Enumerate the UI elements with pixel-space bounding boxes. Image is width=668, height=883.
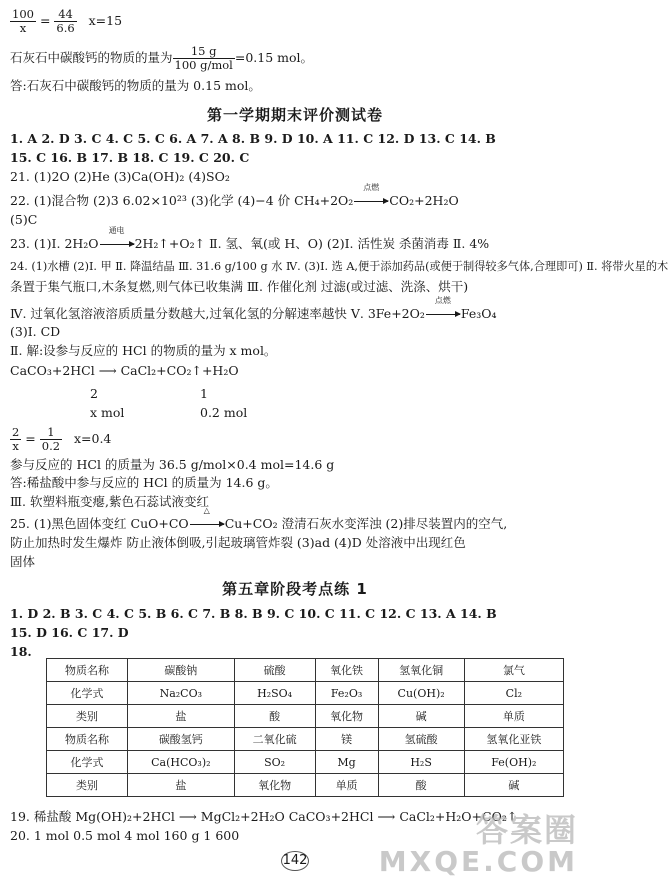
fraction: $\frac{15 g}{\text{100 g/mol}}$ (174, 44, 233, 72)
table-cell: 碳酸钠 (128, 659, 235, 682)
table-cell: H₂S (378, 751, 464, 774)
table-cell: 二氧化硫 (234, 728, 315, 751)
q25-answer: 25. (1)黑色固体变红 CuO+CO △ Cu+CO₂ 澄清石灰水变浑浊 (2)排尽装置内的空气, (10, 506, 508, 531)
table-cell: Cl₂ (464, 682, 563, 705)
q18-label: 18. (10, 644, 32, 659)
table-cell: 氧化物 (234, 774, 315, 797)
table-cell: 酸 (378, 774, 464, 797)
q24-proportion: $\frac{2}{x}$ = $\frac{1}{0.2}$ x=0.4 (12, 425, 112, 453)
mc-answers-row-2: 15. C 16. B 17. B 18. C 19. C 20. C (10, 150, 250, 165)
q21-answer: 21. (1)2O (2)He (3)Ca(OH)₂ (4)SO₂ (10, 169, 230, 184)
fraction: $\frac{2}{x}$ (12, 425, 20, 453)
mc-answers-row-2: 15. D 16. C 17. D (10, 625, 129, 640)
reaction-arrow: 点燃 (425, 305, 461, 323)
table-cell: 氧化铁 (315, 659, 378, 682)
mc-answers-row-1: 1. D 2. B 3. C 4. C 5. B 6. C 7. B 8. B 9. C 10. C 11. C 12. C 13. A 14. B (10, 606, 497, 621)
q19-answer: 19. 稀盐酸 Mg(OH)₂+2HCl ⟶ MgCl₂+2H₂O CaCO₃+2HCl ⟶ CaCl₂+H₂O+CO₂↑ (10, 809, 518, 824)
q24-answer-cont: (3)Ⅰ. CD (10, 324, 61, 339)
table-cell: 氯气 (464, 659, 563, 682)
table-row (47, 682, 564, 705)
table-cell: 单质 (464, 705, 563, 728)
table-cell: 单质 (315, 774, 378, 797)
reaction-arrow: 通电 (99, 235, 135, 253)
q25-answer-cont: 固体 (10, 554, 36, 569)
table-cell: 化学式 (47, 751, 128, 774)
reaction-arrow: △ (189, 515, 225, 533)
table-cell: 物质名称 (47, 659, 128, 682)
q20-answer: 20. 1 mol 0.5 mol 4 mol 160 g 1 600 (10, 828, 240, 843)
reaction-arrow: 点燃 (353, 192, 389, 210)
q23-answer: 23. (1)Ⅰ. 2H₂O 通电 2H₂↑+O₂↑ Ⅱ. 氢、氧(或 H、O) (2)Ⅰ. 活性炭 杀菌消毒 Ⅱ. 4% (10, 226, 490, 251)
table-cell: Ca(HCO₃)₂ (128, 751, 235, 774)
table-cell: 碱 (378, 705, 464, 728)
q24-answer-cont: 条置于集气瓶口,木条复燃,则气体已收集满 Ⅲ. 作催化剂 过滤(或过滤、洗涤、烘干) (10, 279, 469, 294)
table-row (47, 728, 564, 751)
answer-line: 答:石灰石中碳酸钙的物质的量为 0.15 mol。 (10, 78, 261, 93)
table-row (47, 751, 564, 774)
table-cell: SO₂ (234, 751, 315, 774)
table-cell: 碳酸氢钙 (128, 728, 235, 751)
q24-solution: Ⅱ. 解:设参与反应的 HCl 的物质的量为 x mol。 (10, 343, 277, 358)
table-cell: Na₂CO₃ (128, 682, 235, 705)
q25-answer-cont: 防止加热时发生爆炸 防止液体倒吸,引起玻璃管炸裂 (3)ad (4)D 处溶液中出现红色 (10, 535, 466, 550)
table-cell: 盐 (128, 774, 235, 797)
table-cell: 氢硫酸 (378, 728, 464, 751)
fraction: $\frac{44}{6.6}$ (56, 7, 75, 35)
table-cell: 镁 (315, 728, 378, 751)
q24-answer-cont: Ⅳ. 过氧化氢溶液溶质质量分数越大,过氧化氢的分解速率越快 Ⅴ. 3Fe+2O₂ 点燃 Fe₃O₄ (10, 296, 497, 321)
section-title-final-exam: 第一学期期末评价测试卷 (206, 106, 383, 124)
calc-line-ratio: $\frac{100}{x}$ = $\frac{44}{6.6}$ x=15 (12, 7, 123, 35)
table-row (47, 774, 564, 797)
table-cell: 类别 (47, 774, 128, 797)
table-cell: 类别 (47, 705, 128, 728)
table-cell: 盐 (128, 705, 235, 728)
section-title-chapter5: 第五章阶段考点练 1 (222, 580, 368, 598)
table-cell: 硫酸 (234, 659, 315, 682)
page-number: 142 (279, 850, 311, 872)
table-cell: Fe(OH)₂ (464, 751, 563, 774)
table-row (47, 705, 564, 728)
table-cell: 酸 (234, 705, 315, 728)
table-cell: H₂SO₄ (234, 682, 315, 705)
fraction: $\frac{1}{0.2}$ (41, 425, 61, 453)
table-cell: Mg (315, 751, 378, 774)
answer-page: $\frac{100}{x}$ = $\frac{44}{6.6}$ x=15 石灰石中碳酸钙的物质的量为 $\frac{15 g}{\text{100 g/mol}}$ =0.15 mol。 答:石灰石中碳酸钙的物质的量为 0.15 mol。 第一学期期末评价测试卷 1. A 2. D 3. C 4. C 5. C 6. A 7. A 8. B 9. D 10. A 11. C 12. D 13. C 14. B 15. C 16. B 17. B 18. C 19. C 20. C 21. (1)2O (2)He (3)Ca(OH)₂ (4)SO₂ 22. (1)混合物 (2)3 6.02×10²³ (3)化学 (4)−4 价 CH₄+2O₂ 点燃 CO₂+2H₂O (5)C 23. (1)Ⅰ. 2H₂O 通电 2H₂↑+O₂↑ Ⅱ. 氢、氧(或 H、O) (2)Ⅰ. 活性炭 杀菌消毒 Ⅱ. 4% 24. (1)水槽 (2)Ⅰ. 甲 Ⅱ. 降温结晶 Ⅲ. 31.6 g/100 g 水 Ⅳ. (3)Ⅰ. 选 A,便于添加药品(或便于制得较多气体,合理即可) Ⅱ. 将带火星的木 条置于集气瓶口,木条复燃,则气体已收集满 Ⅲ. 作催化剂 过滤(或过滤、洗涤、烘干) Ⅳ. 过氧化氢溶液溶质质量分数越大,过氧化氢的分解速率越快 Ⅴ. 3Fe+2O₂ 点燃 Fe₃O₄ (3)Ⅰ. CD Ⅱ. 解:设参与反应的 HCl 的物质的量为 x mol。 CaCO₃+2HCl ⟶ CaCl₂+CO₂↑+H₂O 2 1 x mol 0.2 mol $\frac{2}{x}$ = $\frac{1}{0.2}$ x=0.4 参与反应的 HCl 的质量为 36.5 g/mol×0.4 mol=14.6 g 答:稀盐酸中参与反应的 HCl 的质量为 14.6 g。 Ⅲ. 软塑料瓶变瘪,紫色石蕊试液变红 25. (1)黑色固体变红 CuO+CO △ Cu+CO₂ 澄清石灰水变浑浊 (2)排尽装置内的空气, 防止加热时发生爆炸 防止液体倒吸,引起玻璃管炸裂 (3)ad (4)D 处溶液中出现红色 固体 第五章阶段考点练 1 1. D 2. B 3. C 4. C 5. B 6. C 7. B 8. B 9. C 10. C 11. C 12. C 13. A 14. B 15. D 16. C 17. D 18. 物质名称 碳酸钠 硫酸 氧化铁 氢氧化铜 氯气 化学式 Na₂CO₃ H₂SO₄ Fe₂O₃ Cu(OH)₂ Cl₂ 类别 盐 酸 氧化物 碱 单质 物质名称 碳酸氢钙 二氧化硫 镁 氢硫酸 氢氧化亚铁 化学式 Ca(HCO₃)₂ SO₂ Mg H₂S Fe(OH)₂ 类别 盐 氧化物 单质 酸 碱 19. 稀盐酸 Mg(OH)₂+2HCl ⟶ MgCl₂+2H₂O CaCO₃+2HCl ⟶ CaCl₂+H₂O+CO₂↑ 20. 1 mol 0.5 mol 4 mol 160 g 1 600 142 答案圈 MXQE.COM (0, 0, 590, 883)
watermark-logo: 答案圈 MXQE.COM (378, 811, 578, 878)
table-cell: 碱 (464, 774, 563, 797)
mc-answers-row-1: 1. A 2. D 3. C 4. C 5. C 6. A 7. A 8. B 9. D 10. A 11. C 12. D 13. C 14. B (10, 131, 496, 146)
q22-answer-cont: (5)C (10, 212, 38, 227)
table-cell: 化学式 (47, 682, 128, 705)
q24-equation: CaCO₃+2HCl ⟶ CaCl₂+CO₂↑+H₂O (10, 363, 239, 378)
q24-answer-cont: Ⅲ. 软塑料瓶变瘪,紫色石蕊试液变红 (10, 494, 209, 509)
table-cell: Fe₂O₃ (315, 682, 378, 705)
table-cell: 物质名称 (47, 728, 128, 751)
table-cell: 氢氧化铜 (378, 659, 464, 682)
calc-line-moles: 石灰石中碳酸钙的物质的量为 $\frac{15 g}{\text{100 g/mol}}$ =0.15 mol。 (10, 44, 314, 72)
q24-mass: 参与反应的 HCl 的质量为 36.5 g/mol×0.4 mol=14.6 g (10, 457, 335, 472)
table-cell: 氧化物 (315, 705, 378, 728)
substance-table (46, 658, 564, 797)
table-cell: 氢氧化亚铁 (464, 728, 563, 751)
table-cell: Cu(OH)₂ (378, 682, 464, 705)
table-row (47, 659, 564, 682)
q24-answer-stmt: 答:稀盐酸中参与反应的 HCl 的质量为 14.6 g。 (10, 475, 278, 490)
q22-answer: 22. (1)混合物 (2)3 6.02×10²³ (3)化学 (4)−4 价 CH₄+2O₂ 点燃 CO₂+2H₂O (10, 183, 459, 208)
q24-answer: 24. (1)水槽 (2)Ⅰ. 甲 Ⅱ. 降温结晶 Ⅲ. 31.6 g/100 g 水 Ⅳ. (3)Ⅰ. 选 A,便于添加药品(或便于制得较多气体,合理即可) Ⅱ. 将带火星的木 (10, 260, 668, 273)
fraction: $\frac{100}{x}$ (12, 7, 34, 35)
